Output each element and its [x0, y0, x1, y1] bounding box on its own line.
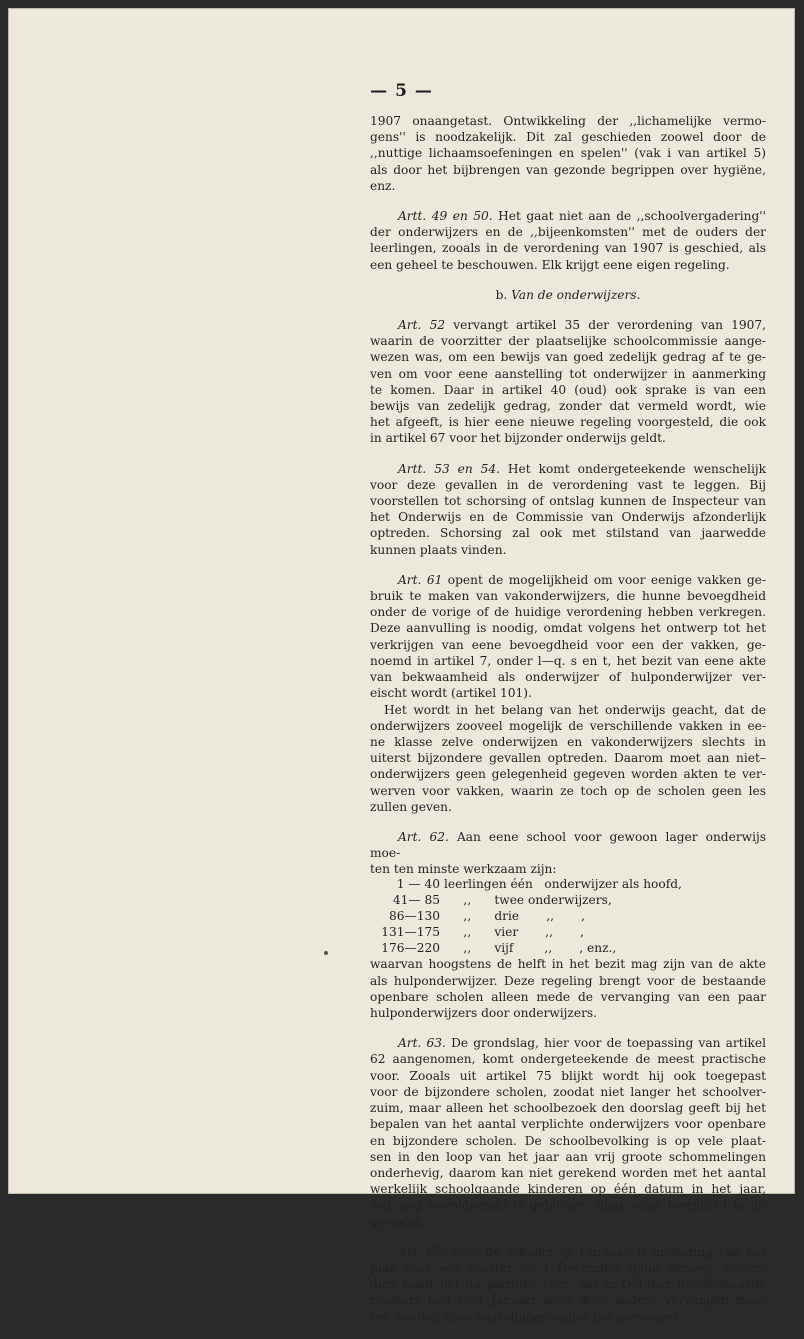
- text-line: vervangt artikel 35 der verordening van 1907,: [453, 318, 766, 333]
- text-line: gens'' is noodzakelijk. Dit zal geschieden zoowel door de: [370, 130, 766, 145]
- section-title: Van de onderwijzers.: [511, 287, 641, 302]
- paragraph-artt-49-50: [370, 208, 766, 273]
- staff-text: leerlingen één onderwijzer als hoofd,: [444, 876, 682, 891]
- pupil-range: 41— 85: [392, 892, 440, 907]
- text-line: zuim, maar alleen het schoolbezoek den doorslag geeft bij het: [370, 1101, 766, 1116]
- text-line: verkrijgen van eene bevoegdheid voor een der vakken, ge-: [370, 637, 766, 652]
- text-line: onderwijzers zooveel mogelijk de verschillende vakken in ee-: [370, 718, 766, 733]
- article-ref: Artt. 53 en 54.: [398, 461, 500, 476]
- text-line: onderwijzers geen gelegenheid gegeven worden akten te ver-: [370, 767, 766, 782]
- text-line: ten worden door wisselingen onder het personeel.: [370, 1309, 681, 1324]
- article-ref: Art. 52: [398, 318, 446, 333]
- text-line: als door het bijbrengen van gezonde begrippen over hygiëne,: [370, 162, 766, 177]
- text-line: het afgeeft, is hier eene nieuwe regeling voorgesteld, die ook: [370, 415, 766, 430]
- pupil-range: 86—130: [389, 908, 440, 923]
- text-line: en bijzondere scholen. De schoolbevolking is op vele plaat-: [370, 1133, 766, 1148]
- text-line: eischt wordt (artikel 101).: [370, 686, 532, 701]
- staffing-table: [370, 876, 766, 957]
- text-line: Het komt ondergeteekende wenschelijk: [507, 461, 767, 476]
- paragraph-art-52: [370, 317, 766, 447]
- article-ref: Art. 61: [398, 572, 443, 587]
- pupil-range: 176—220: [381, 941, 440, 956]
- text-line: sen in den loop van het jaar aan vrij groote schommelingen: [370, 1149, 766, 1164]
- text-line: gevoerd.: [370, 1214, 424, 1229]
- article-ref: Art. 62.: [398, 829, 449, 844]
- text-line: voor deze gevallen in de verordening vast te leggen. Bij: [370, 477, 766, 492]
- text-line: Het gaat niet aan de ,,schoolvergadering'': [498, 209, 767, 224]
- text-line: ven om voor eene aanstelling tot onderwijzer in aanmerking: [370, 366, 766, 381]
- text-line: opent de mogelijkheid om voor eenige vakken ge-: [447, 572, 766, 587]
- text-line: waarin de voorzitter der plaatselijke schoolcommissie aange-: [370, 334, 766, 349]
- text-line: uiterst bijzondere gevallen optreden. Daarom moet aan niet–: [370, 751, 766, 766]
- page-number: — 5 —: [370, 81, 433, 101]
- pupil-range: 131—175: [381, 925, 440, 940]
- staff-text: ,, vier ,, ,: [444, 925, 585, 940]
- text-line: enz.: [370, 178, 396, 193]
- text-line: waarvan hoogstens de helft in het bezit mag zijn van de akte: [370, 957, 766, 972]
- text-line: te komen. Daar in artikel 40 (oud) ook sprake is van een: [370, 382, 766, 397]
- paragraph-hygiene: [370, 113, 766, 194]
- text-line: kunnen plaats vinden.: [370, 542, 507, 557]
- text-line: bepalen van het aantal verplichte onderwijzers voor openbare: [370, 1117, 766, 1132]
- text-line: als hulponderwijzer. Deze regeling brengt voor de bestaande: [370, 973, 766, 988]
- article-ref: Art. 63.: [398, 1036, 446, 1051]
- text-line: van bekwaamheid als onderwijzer of hulponderwijzer ver-: [370, 670, 766, 685]
- ink-speck: [324, 951, 328, 955]
- text-line: der onderwijzers en de ,,bijeenkomsten'' met de ouders der: [370, 225, 766, 240]
- text-line: in artikel 67 voor het bijzonder onderwijs geldt.: [370, 431, 666, 446]
- section-letter: b.: [495, 287, 508, 302]
- text-line: Het wordt in het belang van het onderwijs geacht, dat de: [384, 702, 766, 717]
- table-row: [370, 876, 766, 892]
- pupil-range: 1 — 40: [396, 876, 440, 891]
- paragraph-art-62: [370, 829, 766, 1021]
- text-line: leerlingen, zooals in de verordening van 1907 is geschied, als: [370, 241, 766, 256]
- table-row: [370, 924, 766, 940]
- staff-text: ,, twee onderwijzers,: [444, 892, 612, 907]
- text-line: hulponderwijzers door onderwijzers.: [370, 1006, 598, 1021]
- paragraph-artt-53-54: [370, 461, 766, 558]
- text-line: dien komt het nu jaarlijks voor, dat in October goedgekeurde: [370, 1277, 766, 1292]
- text-line: werven voor vakken, waarin ze toch op de scholen geen les: [370, 783, 766, 798]
- article-ref: Art. 65.: [398, 1244, 447, 1259]
- paragraph-art-61-continued: [370, 702, 766, 815]
- text-line: voor de bijzondere scholen, zoodat niet langer het schoolver-: [370, 1084, 766, 1099]
- staff-text: ,, drie ,, ,: [444, 908, 585, 923]
- text-line: plan voor een rooster op 1 December tijdig genoeg. Boven-: [370, 1260, 766, 1275]
- text-line: onderhevig, daarom kan niet gerekend worden met het aantal: [370, 1165, 766, 1180]
- text-line: Deze aanvulling is noodig, omdat volgens het ontwerp tot het: [370, 621, 766, 636]
- text-line: een geheel te beschouwen. Elk krijgt eene eigen regeling.: [370, 257, 730, 272]
- text-line: 62 aangenomen, komt ondergeteekende de meest practische: [370, 1052, 766, 1067]
- text-line: openbare scholen alleen mede de vervanging van een paar: [370, 989, 766, 1004]
- text-line: ,,nuttige lichaamsoefeningen en spelen'' (vak i van artikel 5): [370, 146, 766, 161]
- text-line: voor. Zooals uit artikel 75 blijkt wordt hij ook toegepast: [370, 1068, 766, 1083]
- text-line: wat nog onvoldoende is gebleken, daar waar leerplicht is in-: [370, 1198, 766, 1213]
- text-line: onder de vorige of de huidige verordening hebben verkregen.: [370, 605, 766, 620]
- body-text: [370, 113, 766, 1339]
- text-line: noemd in artikel 7, onder l—q. s en t, het bezit van eene akte: [370, 653, 766, 668]
- text-line: De grondslag, hier voor de toepassing van artikel: [451, 1036, 766, 1051]
- text-line: ten ten minste werkzaam zijn:: [370, 862, 557, 877]
- table-row: [370, 940, 766, 956]
- text-line: bewijs van zedelijk gedrag, zonder dat vermeld wordt, wie: [370, 399, 766, 414]
- paragraph-art-63: [370, 1035, 766, 1229]
- text-line: optreden. Schorsing zal ook met stilstand van jaarwedde: [370, 526, 766, 541]
- staff-text: ,, vijf ,, , enz.,: [444, 941, 617, 956]
- table-row: [370, 908, 766, 924]
- text-line: wezen was, om een bewijs van goed zedelijk gedrag af te ge-: [370, 350, 766, 365]
- text-line: 1907 onaangetast. Ontwikkeling der ,,lichamelijke vermo-: [370, 114, 766, 128]
- paragraph-art-61: [370, 572, 766, 702]
- section-heading: [370, 287, 766, 303]
- text-line: bruik te maken van vakonderwijzers, die hunne bevoegdheid: [370, 589, 766, 604]
- article-ref: Artt. 49 en 50.: [398, 209, 493, 224]
- table-row: [370, 892, 766, 908]
- text-line: werkelijk schoolgaande kinderen op één datum in het jaar,: [370, 1182, 766, 1197]
- document-page: [8, 8, 795, 1324]
- text-line: het Onderwijs en de Commissie van Onderwijs afzonderlijk: [370, 510, 766, 525]
- text-line: voorstellen tot schorsing of ontslag kunnen de Inspecteur van: [370, 494, 766, 509]
- paragraph-art-65: [370, 1244, 766, 1325]
- text-line: Aan eene school voor gewoon lager onderwijs moe-: [370, 829, 767, 861]
- text-line: ne klasse zelve onderwijzen en vakonderwijzers slechts in: [370, 734, 766, 749]
- text-line: Voor de scholen op Curaçao is inzending van het: [451, 1244, 766, 1259]
- text-line: roosters nog vóór Januari weer door andere vervangen moe-: [370, 1293, 766, 1308]
- text-line: zullen geven.: [370, 799, 452, 814]
